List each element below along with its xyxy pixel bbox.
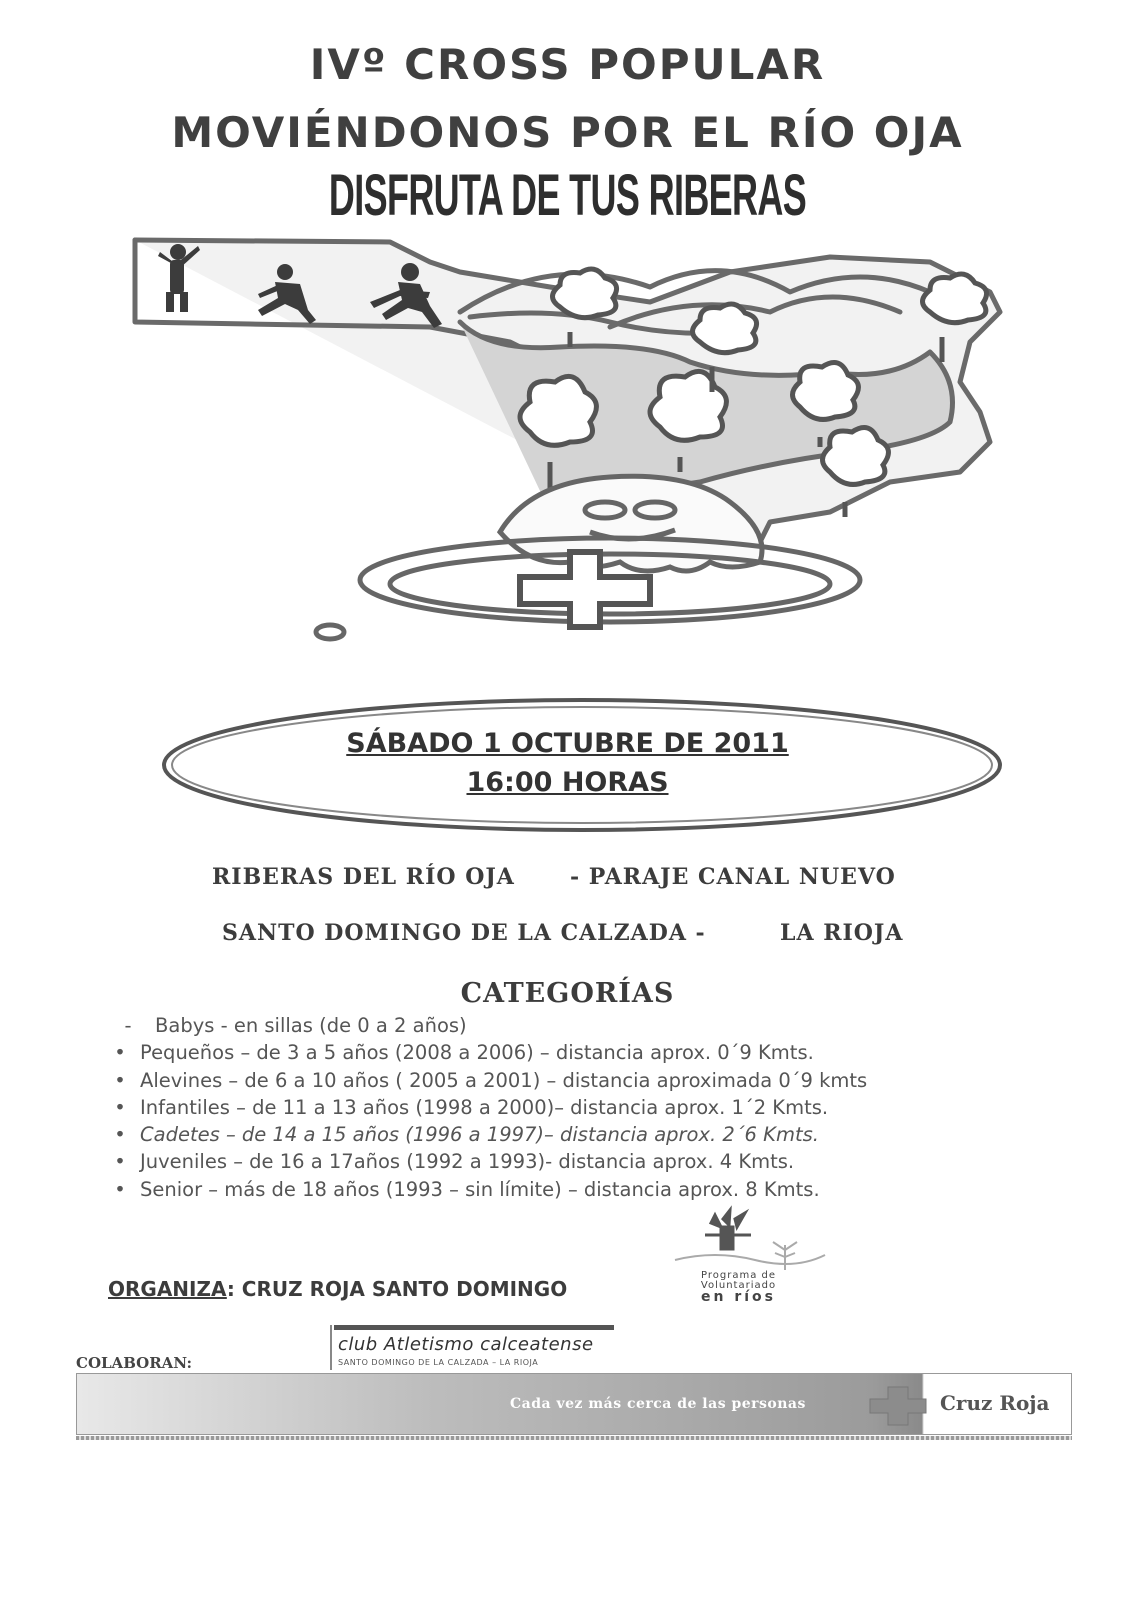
cruz-roja-brand: Cruz Roja (940, 1391, 1050, 1415)
category-text: Senior – más de 18 años (1993 – sin límite) – distancia aprox. 8 Kmts. (140, 1177, 820, 1201)
location-place: - PARAJE CANAL NUEVO (570, 864, 896, 890)
banner-slogan: Cada vez más cerca de las personas (510, 1396, 806, 1412)
categories-heading: CATEGORÍAS (460, 978, 675, 1009)
list-item (110, 1123, 867, 1150)
list-dash: - (124, 1014, 132, 1037)
poster-title-line1: IVº CROSS POPULAR (309, 40, 826, 89)
event-time: 16:00 HORAS (466, 767, 669, 798)
category-text: Infantiles – de 11 a 13 años (1998 a 2000)– distancia aprox. 1´2 Kmts. (140, 1095, 829, 1119)
category-text: Cadetes – de 14 a 15 años (1996 a 1997)– distancia aprox. 2´6 Kmts. (140, 1123, 819, 1147)
category-text: Pequeños – de 3 a 5 años (2008 a 2006) – distancia aprox. 0´9 Kmts. (140, 1041, 814, 1065)
poster-slogan-text: DISFRUTA DE TUS RIBERAS (328, 163, 807, 228)
organizer-line (108, 1277, 567, 1301)
list-item (110, 1014, 867, 1041)
list-bullet: • (114, 1150, 126, 1174)
program-logo-line2: Voluntariado (700, 1280, 777, 1291)
organizer-name: : CRUZ ROJA SANTO DOMINGO (226, 1277, 568, 1301)
list-item (110, 1178, 867, 1205)
category-text: Alevines – de 6 a 10 años ( 2005 a 2001) – distancia aproximada 0´9 kmts (140, 1068, 868, 1092)
categories-list (110, 1014, 867, 1205)
list-item (110, 1041, 867, 1068)
red-cross-icon (868, 1385, 928, 1427)
program-logo-line1: Programa de (701, 1270, 776, 1281)
sponsors-label: COLABORAN: (76, 1354, 193, 1372)
river-landscape-illustration (130, 232, 1010, 662)
poster-slogan-title (216, 162, 920, 229)
list-bullet: • (114, 1095, 126, 1119)
list-bullet: • (114, 1041, 126, 1065)
location-riverbank: RIBERAS DEL RÍO OJA (212, 864, 515, 890)
event-date: SÁBADO 1 OCTUBRE DE 2011 (346, 728, 789, 759)
location-town: SANTO DOMINGO DE LA CALZADA - (222, 920, 706, 946)
banner-divider (76, 1436, 1072, 1440)
club-location: SANTO DOMINGO DE LA CALZADA – LA RIOJA (338, 1358, 539, 1367)
program-logo-line3: en ríos (701, 1289, 776, 1305)
organizer-label: ORGANIZA (108, 1277, 227, 1301)
category-text: Babys - en sillas (de 0 a 2 años) (155, 1014, 467, 1037)
poster-title-line2: MOVIÉNDONOS POR EL RÍO OJA (171, 108, 964, 157)
list-bullet: • (114, 1123, 126, 1147)
list-item (110, 1150, 867, 1177)
location-region: LA RIOJA (780, 920, 904, 946)
club-name: club Atletismo calceatense (338, 1334, 594, 1355)
list-bullet: • (114, 1068, 126, 1092)
list-bullet: • (114, 1177, 126, 1201)
volunteer-program-logo-text (666, 1271, 811, 1304)
list-item (110, 1096, 867, 1123)
list-item (110, 1069, 867, 1096)
category-text: Juveniles – de 16 a 17años (1992 a 1993)- distancia aprox. 4 Kmts. (140, 1150, 795, 1174)
date-oval-frame (155, 690, 1010, 840)
